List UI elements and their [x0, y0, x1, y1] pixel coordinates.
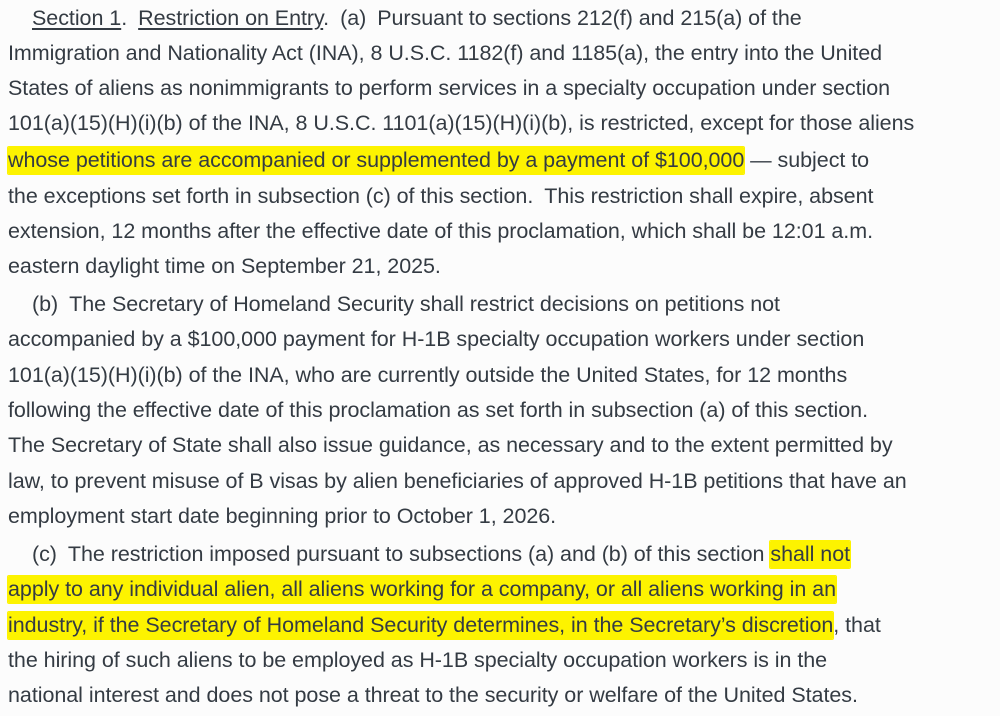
document-line-content — [0, 36, 882, 71]
document-line-content — [0, 537, 850, 572]
document-line — [0, 678, 1000, 713]
document-line — [0, 1, 1000, 36]
document-line-content — [0, 249, 441, 284]
body-text: eastern daylight time on September 21, 2025. — [8, 254, 441, 278]
body-text: 101(a)(15)(H)(i)(b) of the INA, 8 U.S.C. 1101(a)(15)(H)(i)(b), is restricted, except for those aliens — [8, 111, 915, 135]
document-line — [0, 499, 1000, 534]
document-line — [0, 393, 1000, 428]
body-text: national interest and does not pose a threat to the security or welfare of the United States. — [8, 683, 858, 707]
highlighted-text: apply to any individual alien, all aliens working for a company, or all aliens working in an — [8, 577, 836, 601]
body-text: (a) — [340, 6, 367, 30]
document-line-content — [0, 143, 869, 178]
body-text: the exceptions set forth in subsection (c) of this section. — [8, 184, 534, 208]
document-line-content — [0, 358, 847, 393]
document-line — [0, 608, 1000, 643]
highlighted-text: whose petitions are accompanied or supplemented by a payment of $100,000 — [8, 148, 745, 172]
body-text: States of aliens as nonimmigrants to perform services in a specialty occupation under section — [8, 76, 891, 100]
document-line — [0, 179, 1000, 214]
document-line — [0, 358, 1000, 393]
document-line — [0, 428, 1000, 463]
document-line-content — [0, 572, 836, 607]
body-text: accompanied by a $100,000 payment for H-1B specialty occupation workers under section — [8, 327, 865, 351]
document-line-content — [0, 179, 873, 214]
body-text: extension, 12 months after the effective date of this proclamation, which shall be 12:01 a.m. — [8, 219, 874, 243]
body-text: — subject to — [744, 148, 870, 172]
document-line — [0, 572, 1000, 607]
body-text: the hiring of such aliens to be employed as H-1B specialty occupation workers is in the — [8, 648, 828, 672]
document-line-content — [0, 322, 864, 357]
body-text: Pursuant to sections 212(f) and 215(a) of the — [377, 6, 802, 30]
document-line — [0, 36, 1000, 71]
highlighted-text: industry, if the Secretary of Homeland Security determines, in the Secretary’s discretion — [8, 613, 834, 637]
body-text: . — [121, 6, 128, 30]
body-text: . — [323, 6, 330, 30]
document-line — [0, 537, 1000, 572]
document-line-content — [0, 464, 907, 499]
document-line-content — [0, 393, 868, 428]
document-line-content — [0, 214, 873, 249]
body-text: employment start date beginning prior to October 1, 2026. — [8, 504, 557, 528]
body-text: (c) — [32, 542, 57, 566]
document-line-content — [0, 287, 780, 322]
document-line — [0, 643, 1000, 678]
document-line-content — [0, 499, 556, 534]
document-line-content — [0, 608, 881, 643]
document-line — [0, 322, 1000, 357]
body-text: law, to prevent misuse of B visas by alien beneficiaries of approved H-1B petitions that have an — [8, 469, 907, 493]
body-text: 101(a)(15)(H)(i)(b) of the INA, who are currently outside the United States, for 12 months — [8, 363, 848, 387]
document-line-content — [0, 678, 858, 713]
document-line — [0, 249, 1000, 284]
document-line-content — [0, 428, 893, 463]
body-text: , that — [833, 613, 881, 637]
body-text: (b) — [32, 292, 59, 316]
underlined-text: Restriction on Entry — [138, 6, 324, 30]
document-line-content — [0, 106, 914, 141]
document-line-content — [0, 71, 890, 106]
body-text: Immigration and Nationality Act (INA), 8 U.S.C. 1182(f) and 1185(a), the entry into the United — [8, 41, 883, 65]
body-text: The Secretary of State shall also issue guidance, as necessary and to the extent permitted by — [8, 433, 893, 457]
document-line — [0, 106, 1000, 141]
body-text: This restriction shall expire, absent — [544, 184, 874, 208]
body-text: The restriction imposed pursuant to subsections (a) and (b) of this section — [67, 542, 771, 566]
document-line — [0, 71, 1000, 106]
underlined-text: Section 1 — [32, 6, 122, 30]
document-line — [0, 464, 1000, 499]
document-line — [0, 287, 1000, 322]
document-line — [0, 214, 1000, 249]
document-line — [0, 143, 1000, 178]
document-line-content — [0, 643, 827, 678]
body-text: The Secretary of Homeland Security shall restrict decisions on petitions not — [69, 292, 780, 316]
document-line-content — [0, 1, 802, 36]
body-text: following the effective date of this proclamation as set forth in subsection (a) of this section. — [8, 398, 868, 422]
highlighted-text: shall not — [770, 542, 851, 566]
